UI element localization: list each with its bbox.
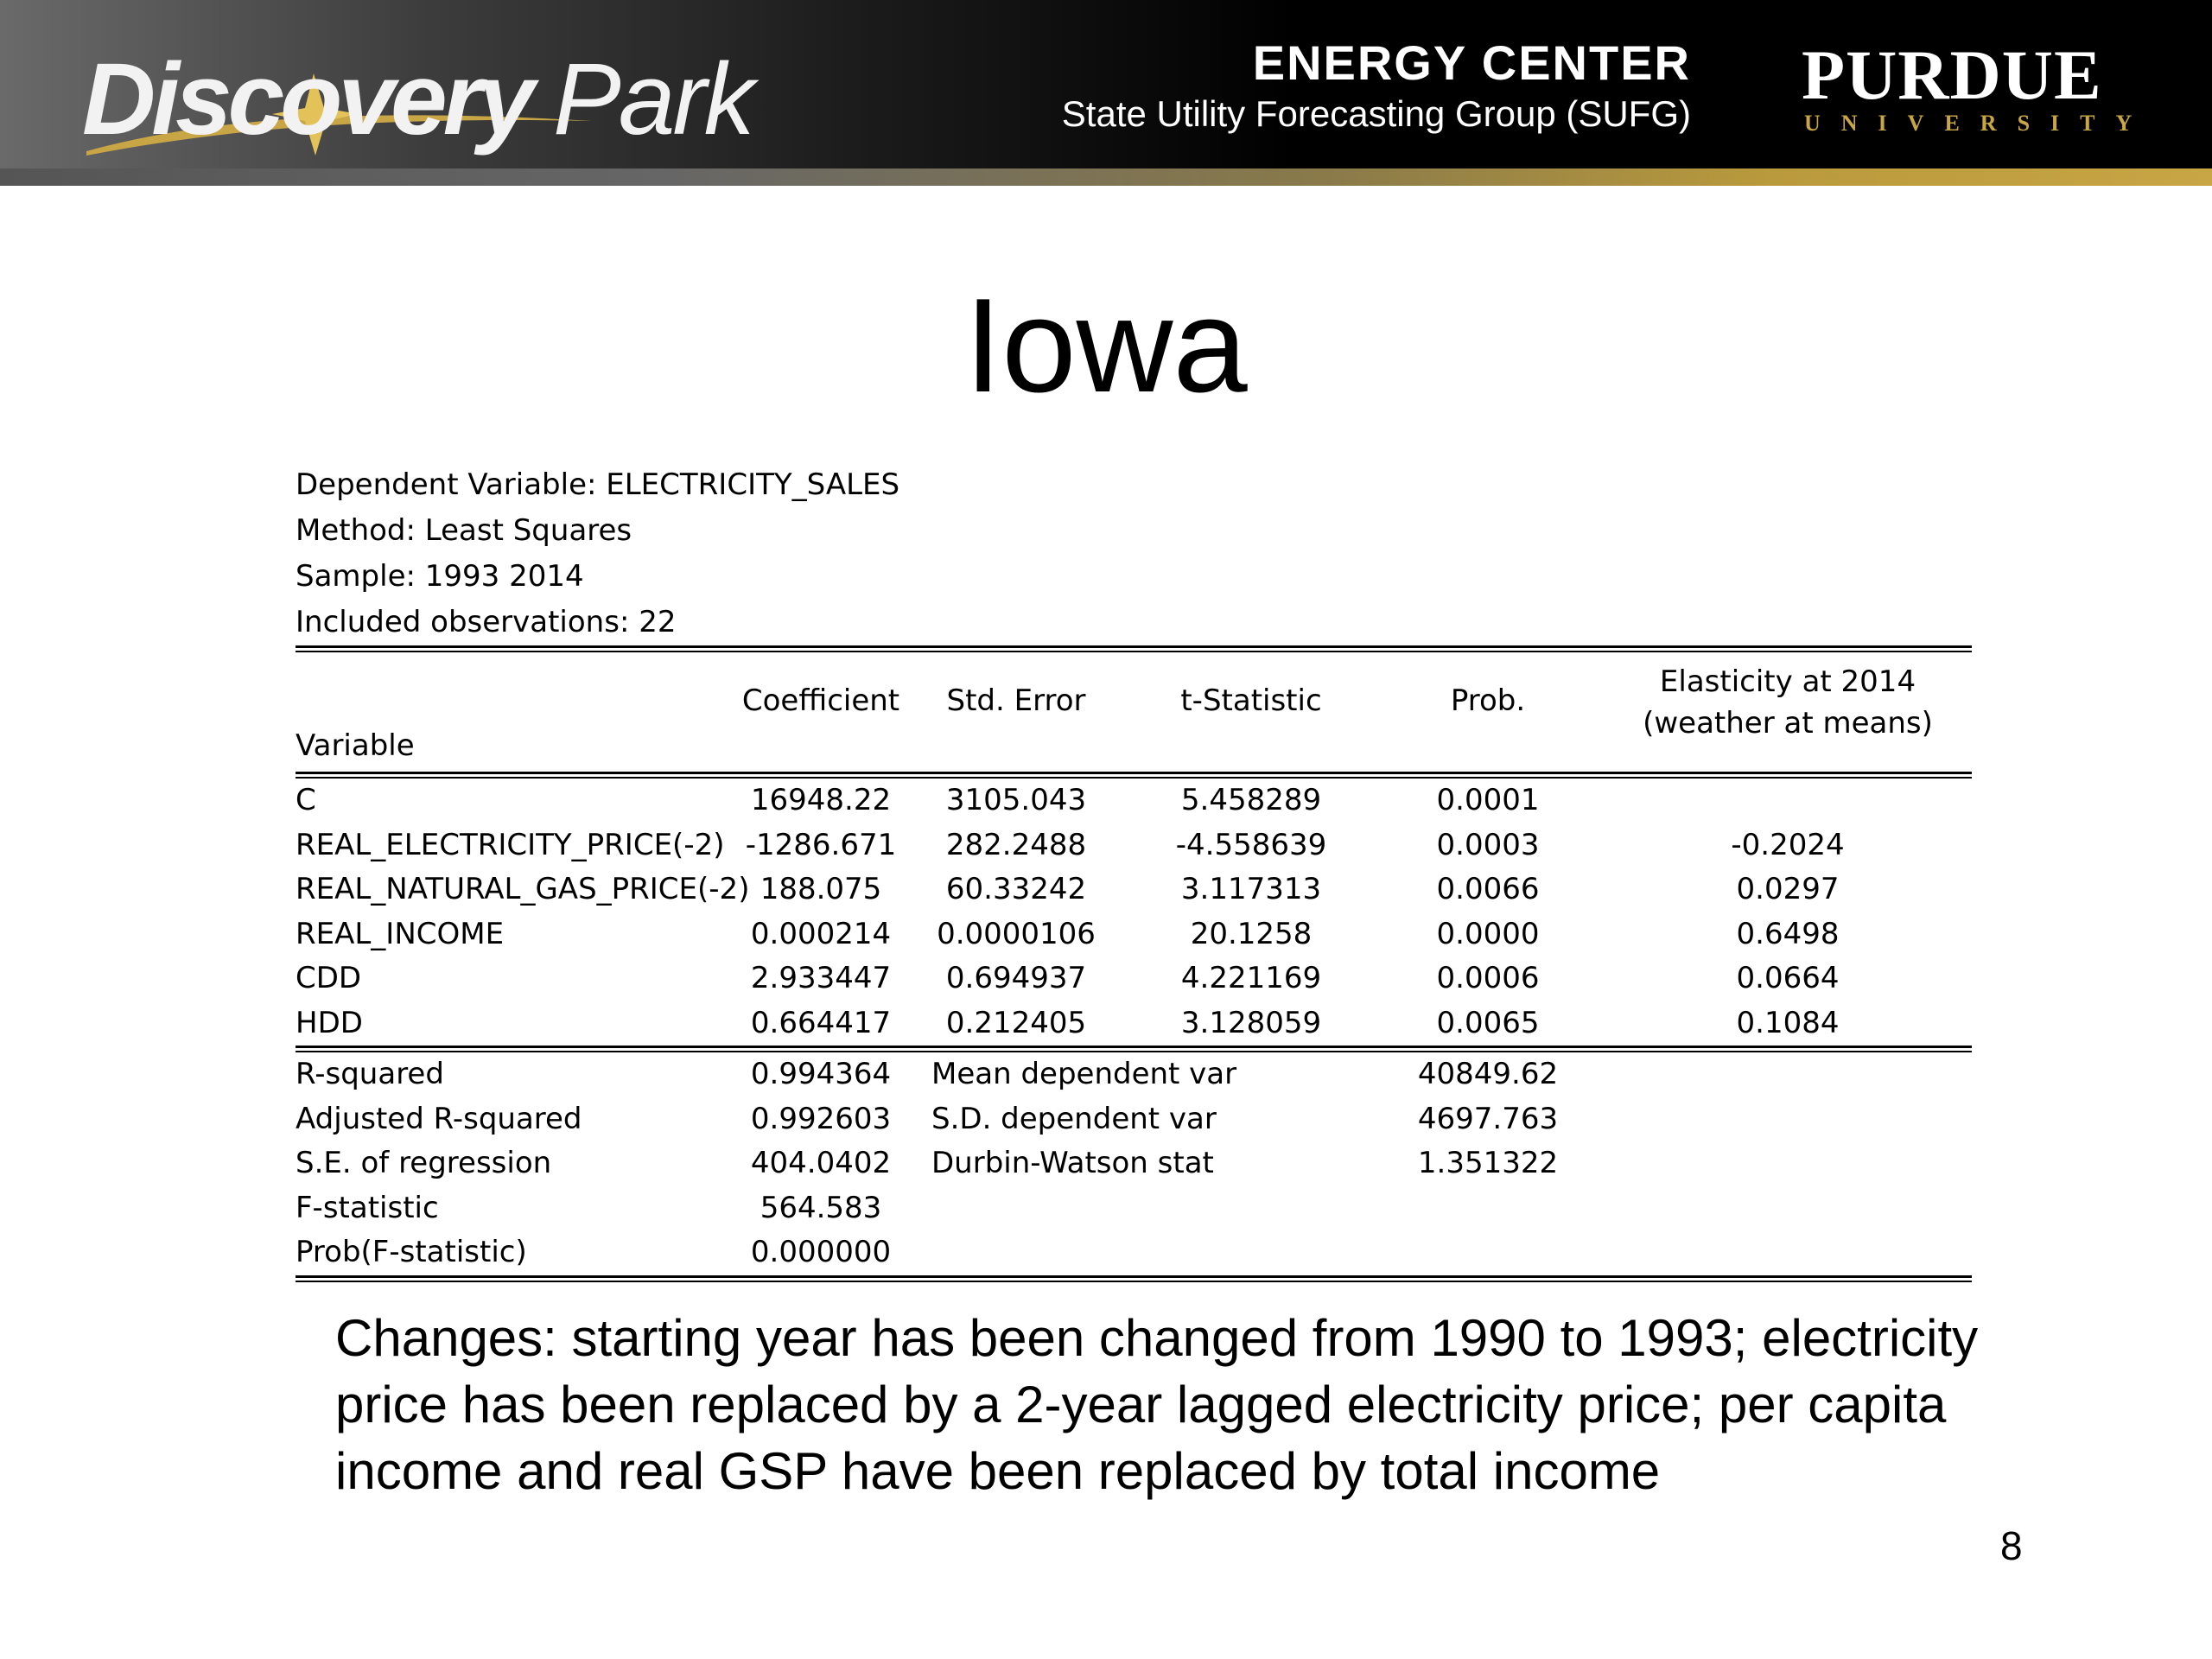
cell-variable: HDD	[296, 1005, 363, 1040]
stat-value: 404.0402	[750, 1146, 892, 1180]
cell-coefficient: 0.664417	[750, 1005, 892, 1040]
stat-label-2: Durbin-Watson stat	[931, 1146, 1214, 1180]
logo-word-discovery: Discovery	[82, 42, 531, 156]
cell-std-error: 0.0000106	[937, 916, 1096, 951]
cell-prob: 0.0000	[1436, 916, 1540, 951]
stat-label-2: Mean dependent var	[931, 1057, 1237, 1091]
cell-t-statistic: 3.128059	[1180, 1005, 1322, 1040]
table-row	[296, 957, 1972, 1001]
meta-sample: Sample: 1993 2014	[296, 559, 584, 594]
stat-label: F-statistic	[296, 1190, 439, 1225]
stat-row	[296, 1097, 1972, 1142]
energy-center-title: ENERGY CENTER	[1252, 35, 1691, 90]
stat-value: 0.992603	[750, 1101, 892, 1136]
stat-row	[296, 1141, 1972, 1186]
header-std-error: Std. Error	[946, 683, 1086, 718]
regression-output	[296, 462, 1972, 1282]
stat-label-2: S.D. dependent var	[931, 1101, 1217, 1136]
table-row	[296, 912, 1972, 957]
cell-elasticity: 0.6498	[1736, 916, 1840, 951]
page-number: 8	[2000, 1523, 2023, 1568]
cell-std-error: 0.212405	[945, 1005, 1087, 1040]
discovery-park-logo	[82, 35, 753, 164]
stat-value-2: 1.351322	[1417, 1146, 1559, 1180]
cell-prob: 0.0001	[1436, 783, 1540, 817]
cell-coefficient: 0.000214	[750, 916, 892, 951]
stat-value: 0.994364	[750, 1057, 892, 1091]
cell-std-error: 282.2488	[945, 827, 1087, 862]
meta-observations: Included observations: 22	[296, 605, 677, 639]
sufg-subtitle: State Utility Forecasting Group (SUFG)	[1061, 93, 1691, 134]
cell-elasticity: 0.1084	[1736, 1005, 1840, 1040]
meta-method: Method: Least Squares	[296, 513, 632, 548]
slide-title: Iowa	[964, 270, 1248, 420]
stat-label: Adjusted R-squared	[296, 1101, 582, 1136]
header-elasticity	[1643, 661, 1933, 744]
cell-prob: 0.0066	[1436, 872, 1540, 906]
table-row	[296, 868, 1972, 912]
stat-label: S.E. of regression	[296, 1146, 552, 1180]
cell-std-error: 60.33242	[945, 872, 1087, 906]
changes-note: Changes: starting year has been changed from 1990 to 1993; electricity price has been replaced by a 2-year lagged electricity price; per capita income and real GSP have been replaced by total income	[335, 1309, 1979, 1500]
meta-dependent-variable: Dependent Variable: ELECTRICITY_SALES	[296, 467, 900, 502]
header-t-statistic: t-Statistic	[1180, 683, 1322, 718]
header-variable: Variable	[296, 728, 415, 763]
coefficient-rows	[296, 779, 1972, 1046]
purdue-logo-university: UNIVERSITY	[1804, 111, 2153, 136]
header-banner	[0, 0, 2212, 186]
table-row	[296, 779, 1972, 823]
cell-t-statistic: 4.221169	[1180, 961, 1322, 995]
header-prob: Prob.	[1450, 683, 1526, 718]
table-bottom-rule	[296, 1275, 1972, 1282]
stat-value-2: 4697.763	[1417, 1101, 1559, 1136]
header-elasticity-line1: Elasticity at 2014	[1659, 664, 1916, 699]
table-header-rule	[296, 772, 1972, 779]
cell-t-statistic: 5.458289	[1180, 783, 1322, 817]
cell-variable: REAL_INCOME	[296, 916, 505, 951]
cell-std-error: 0.694937	[945, 961, 1087, 995]
cell-std-error: 3105.043	[945, 783, 1087, 817]
stat-label: Prob(F-statistic)	[296, 1235, 527, 1269]
stat-value-2: 40849.62	[1417, 1057, 1559, 1091]
table-row	[296, 823, 1972, 868]
cell-coefficient: -1286.671	[745, 827, 897, 862]
cell-coefficient: 188.075	[760, 872, 882, 906]
stat-label: R-squared	[296, 1057, 444, 1091]
cell-variable: REAL_ELECTRICITY_PRICE(-2)	[296, 827, 725, 862]
cell-elasticity: 0.0664	[1736, 961, 1840, 995]
cell-t-statistic: 20.1258	[1190, 916, 1313, 951]
cell-prob: 0.0065	[1436, 1005, 1540, 1040]
stat-value: 0.000000	[750, 1235, 892, 1269]
table-row	[296, 1001, 1972, 1046]
cell-prob: 0.0003	[1436, 827, 1540, 862]
header-coefficient: Coefficient	[741, 683, 900, 718]
cell-elasticity: 0.0297	[1736, 872, 1840, 906]
cell-elasticity: -0.2024	[1731, 827, 1845, 862]
cell-coefficient: 2.933447	[750, 961, 892, 995]
stat-row	[296, 1186, 1972, 1231]
stat-row	[296, 1052, 1972, 1097]
table-header	[296, 652, 1972, 772]
cell-prob: 0.0006	[1436, 961, 1540, 995]
table-mid-rule	[296, 1046, 1972, 1052]
table-top-rule	[296, 645, 1972, 652]
regression-meta	[296, 462, 1972, 645]
stat-value: 564.583	[760, 1190, 882, 1225]
banner-accent-stripe	[0, 168, 2212, 186]
cell-coefficient: 16948.22	[750, 783, 892, 817]
purdue-logo-word: PURDUE	[1802, 35, 2102, 114]
cell-t-statistic: 3.117313	[1180, 872, 1322, 906]
header-elasticity-line2: (weather at means)	[1643, 706, 1933, 741]
summary-statistics	[296, 1052, 1972, 1275]
cell-t-statistic: -4.558639	[1175, 827, 1327, 862]
cell-variable: REAL_NATURAL_GAS_PRICE(-2)	[296, 872, 750, 906]
cell-variable: CDD	[296, 961, 362, 995]
logo-word-park: Park	[553, 42, 753, 156]
cell-variable: C	[296, 783, 316, 817]
stat-row	[296, 1230, 1972, 1275]
